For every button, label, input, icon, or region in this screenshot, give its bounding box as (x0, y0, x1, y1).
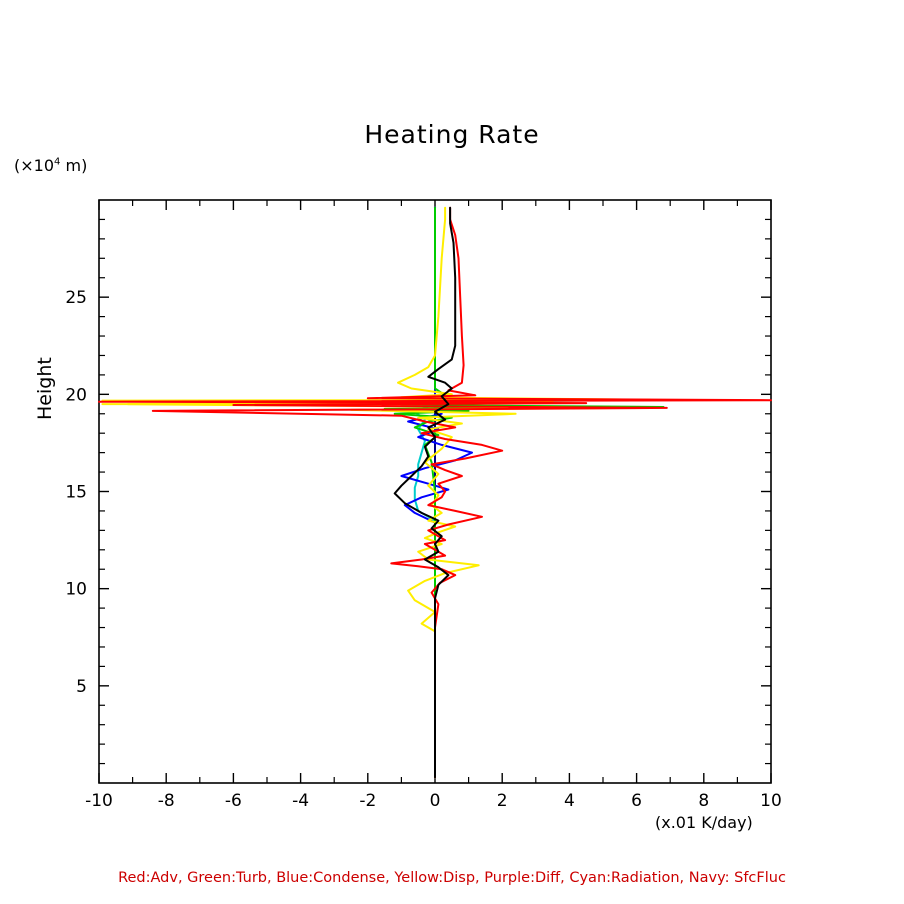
x-axis-unit-label: (x.01 K/day) (655, 813, 753, 832)
y-tick-label: 5 (76, 676, 87, 697)
x-tick-label: -6 (224, 791, 242, 811)
page-title: Heating Rate (364, 120, 540, 149)
x-tick-label: 10 (760, 791, 782, 811)
legend: Red:Adv, Green:Turb, Blue:Condense, Yellow:Disp, Purple:Diff, Cyan:Radiation, Navy: SfcFluc (118, 870, 786, 886)
y-tick-label: 15 (65, 482, 87, 503)
x-tick-label: 8 (698, 791, 710, 811)
x-tick-label: 4 (563, 791, 575, 811)
y-axis-title: Height (34, 357, 56, 420)
x-tick-label: 6 (631, 791, 643, 811)
y-tick-label: 25 (65, 288, 87, 309)
x-tick-label: -8 (157, 791, 175, 811)
x-tick-label: -10 (85, 791, 113, 811)
y-tick-label: 10 (65, 579, 87, 600)
series-line-radiation (415, 208, 435, 777)
x-tick-label: 2 (496, 791, 508, 811)
data-series-group (99, 208, 771, 777)
series-line-turb (385, 208, 664, 777)
y-tick-label: 20 (65, 385, 87, 406)
y-axis-unit-label: ($\times 10^4$ m) (14, 156, 88, 175)
series-line-total (395, 208, 456, 777)
x-tick-label: -2 (359, 791, 377, 811)
x-tick-label: 0 (429, 791, 441, 811)
series-line-disp (102, 208, 650, 777)
x-tick-label: -4 (292, 791, 310, 811)
